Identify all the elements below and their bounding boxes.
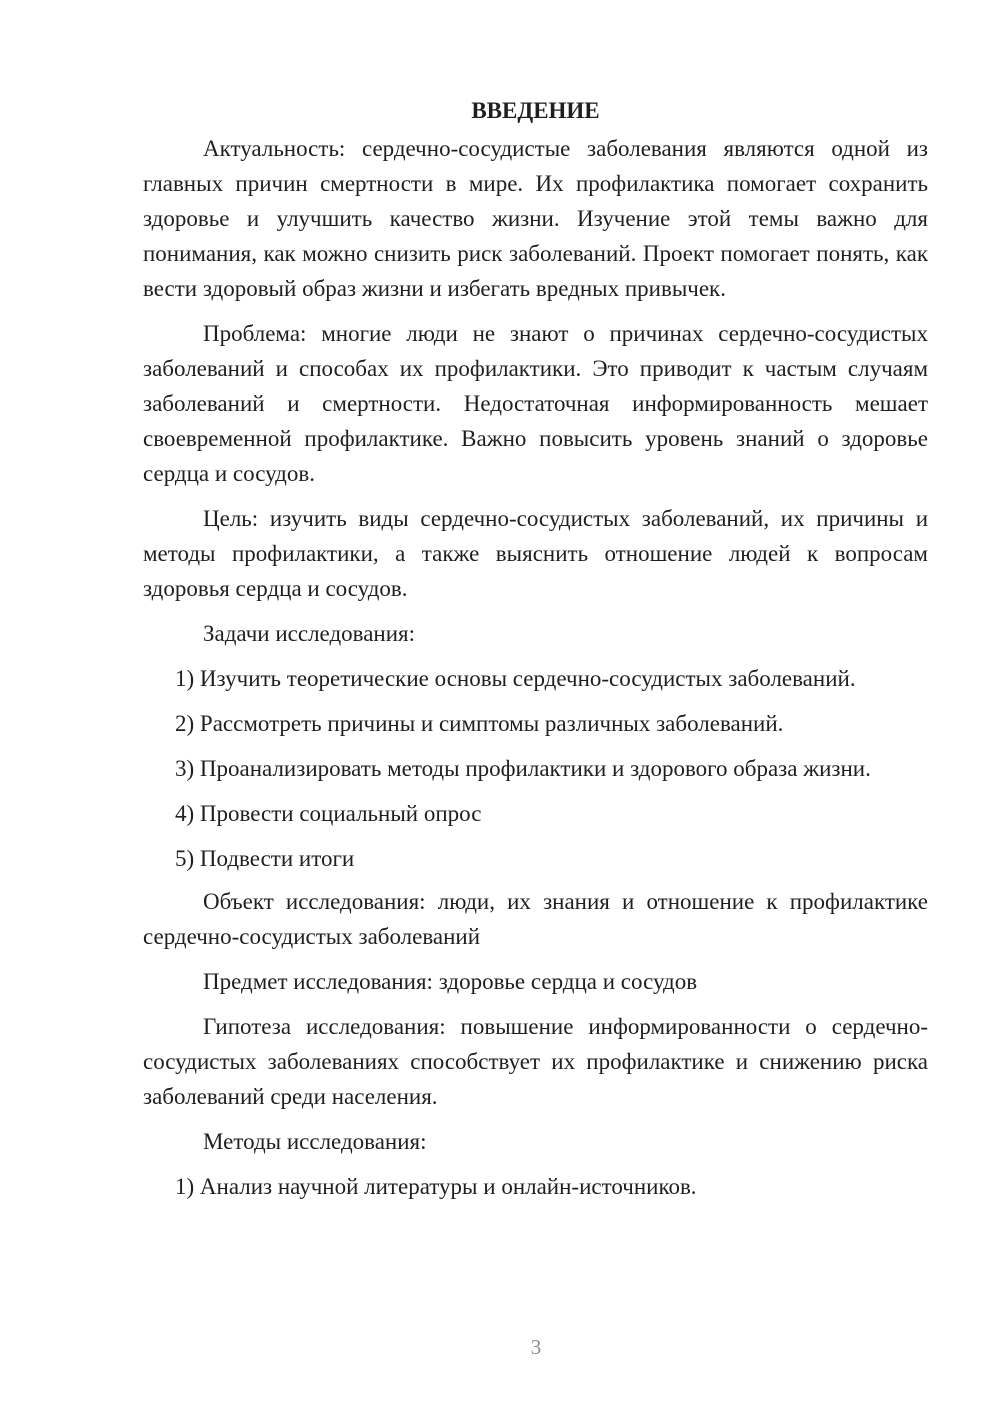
problem-paragraph: Проблема: многие люди не знают о причинах сердечно-сосудистых заболеваний и способах их профилактики. Это приводит к частым случаям заболеваний и смертности. Недостаточная информированность мешает своевременной профилактике. Важно повысить уровень знаний о здоровье сердца и сосудов. xyxy=(143,321,928,486)
relevance-paragraph: Актуальность: сердечно-сосудистые заболевания являются одной из главных причин смертности в мире. Их профилактика помогает сохранить здоровье и улучшить качество жизни. Изучение этой темы важно для понимания, как можно снизить риск заболеваний. Проект помогает понять, как вести здоровый образ жизни и избегать вредных привычек. xyxy=(143,136,928,301)
goal-paragraph: Цель: изучить виды сердечно-сосудистых заболеваний, их причины и методы профилактики, а также выяснить отношение людей к вопросам здоровья сердца и сосудов. xyxy=(143,506,928,601)
subject-paragraph: Предмет исследования: здоровье сердца и сосудов xyxy=(203,969,698,994)
task-item: 3) Проанализировать методы профилактики и здорового образа жизни. xyxy=(175,756,871,781)
task-item: 1) Изучить теоретические основы сердечно-сосудистых заболеваний. xyxy=(175,666,856,691)
task-item: 2) Рассмотреть причины и симптомы различных заболеваний. xyxy=(175,711,784,736)
task-item: 5) Подвести итоги xyxy=(175,846,355,871)
method-item: 1) Анализ научной литературы и онлайн-источников. xyxy=(175,1174,697,1199)
task-item: 4) Провести социальный опрос xyxy=(175,801,482,826)
document-body xyxy=(143,93,928,1214)
hypothesis-paragraph: Гипотеза исследования: повышение информированности о сердечно-сосудистых заболеваниях способствует их профилактике и снижению риска заболеваний среди населения. xyxy=(143,1014,928,1109)
page-number: 3 xyxy=(530,1335,542,1359)
methods-heading: Методы исследования: xyxy=(203,1129,427,1154)
page-title: ВВЕДЕНИЕ xyxy=(471,98,600,123)
object-paragraph: Объект исследования: люди, их знания и отношение к профилактике сердечно-сосудистых заболеваний xyxy=(143,889,928,949)
tasks-heading: Задачи исследования: xyxy=(203,621,416,646)
